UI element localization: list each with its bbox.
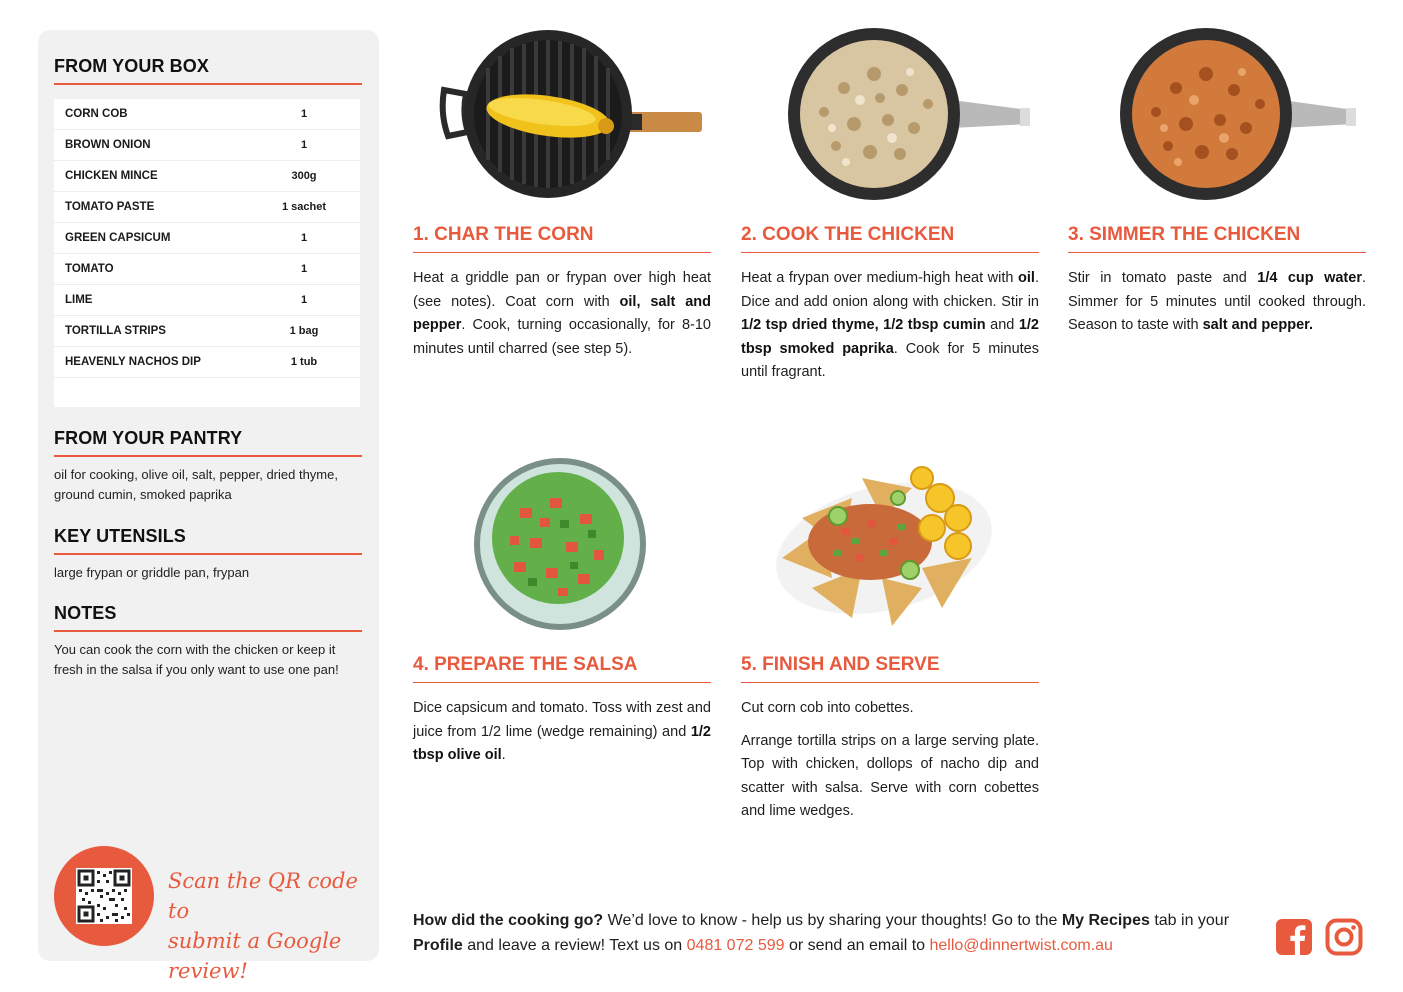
text-segment: Heat a griddle pan or frypan over high heat (see notes). Coat corn with	[413, 270, 711, 310]
ingredients-panel	[38, 30, 379, 983]
step-5-title: 5. FINISH AND SERVE	[741, 654, 1039, 683]
salsa-bowl-image	[470, 458, 650, 630]
from-your-box-heading: FROM YOUR BOX	[54, 56, 362, 85]
notes-heading: NOTES	[54, 603, 362, 632]
text-segment[interactable]: 0481 072 599	[686, 937, 785, 954]
qr-code-badge[interactable]	[54, 846, 154, 946]
notes-text: You can cook the corn with the chicken or keep it fresh in the salsa if you only want to use one pan!	[54, 642, 339, 677]
text-segment: oil	[1018, 270, 1035, 286]
review-footer-text	[413, 908, 1263, 958]
text-segment: and leave a review! Text us on	[462, 937, 687, 954]
facebook-icon[interactable]	[1275, 918, 1313, 956]
step-2-title: 2. COOK THE CHICKEN	[741, 224, 1039, 253]
step-2-body	[741, 267, 1039, 385]
text-segment: Dice capsicum and tomato. Toss with zest and juice from 1/2 lime (wedge remaining) and	[413, 700, 711, 740]
ingredient-quantity: 1	[300, 139, 308, 151]
pantry-text: oil for cooking, olive oil, salt, pepper, dried thyme, ground cumin, smoked paprika	[54, 467, 338, 502]
notes-section	[54, 603, 362, 680]
box-ingredient-row	[54, 316, 360, 347]
ingredient-quantity: 300g	[291, 170, 317, 182]
text-segment: . Simmer for 5 minutes until cooked through. Season to taste with	[1068, 270, 1367, 333]
text-segment: Heat a frypan over medium-high heat with	[741, 270, 1019, 286]
ingredient-quantity: 1 sachet	[281, 201, 327, 213]
box-ingredient-row	[54, 192, 360, 223]
step-1	[413, 224, 711, 361]
step-3-body	[1068, 267, 1366, 338]
box-ingredient-row	[54, 223, 360, 254]
ingredient-name: LIME	[65, 294, 93, 306]
ingredient-name: GREEN CAPSICUM	[65, 232, 171, 244]
text-segment: . Dice and add onion along with chicken. Stir in	[741, 270, 1039, 310]
step-4	[413, 654, 711, 768]
step-1-title: 1. CHAR THE CORN	[413, 224, 711, 253]
text-segment: Cut corn cob into cobettes.	[741, 700, 914, 716]
qr-code[interactable]	[76, 868, 132, 924]
pantry-heading: FROM YOUR PANTRY	[54, 428, 362, 457]
ingredient-quantity: 1	[300, 263, 308, 275]
pantry-section	[54, 428, 362, 505]
step-3	[1068, 224, 1366, 338]
box-ingredients-table	[54, 99, 360, 407]
ingredient-name: CHICKEN MINCE	[65, 170, 158, 182]
chicken-mince-pan-image	[784, 28, 1034, 200]
text-segment: . Cook for 5 minutes until fragrant.	[741, 340, 1039, 380]
ingredient-name: TOMATO	[65, 263, 114, 275]
utensils-section	[54, 526, 362, 583]
box-ingredient-row	[54, 130, 360, 161]
utensils-text: large frypan or griddle pan, frypan	[54, 565, 250, 580]
text-segment: 1/2 tbsp smoked paprika	[741, 317, 1040, 357]
step-5	[741, 654, 1039, 824]
ingredient-name: TORTILLA STRIPS	[65, 325, 166, 337]
text-segment: or send an email to	[784, 937, 930, 954]
from-your-box-section	[54, 56, 362, 407]
ingredient-name: TOMATO PASTE	[65, 201, 155, 213]
qr-review-text	[168, 866, 368, 986]
text-segment[interactable]: hello@dinnertwist.com.au	[929, 937, 1113, 954]
ingredient-quantity: 1	[300, 232, 308, 244]
qr-code-icon	[76, 868, 132, 924]
text-segment: .	[501, 747, 506, 763]
nachos-plate-image	[772, 458, 998, 630]
text-segment: . Cook, turning occasionally, for 8-10 minutes until charred (see step 5).	[413, 317, 711, 357]
utensils-heading: KEY UTENSILS	[54, 526, 362, 555]
simmered-chicken-pan-image	[1114, 28, 1364, 200]
step-3-title: 3. SIMMER THE CHICKEN	[1068, 224, 1366, 253]
qr-text-line2: submit a Google review!	[168, 929, 342, 983]
griddle-pan-corn-image	[438, 28, 704, 200]
ingredient-name: BROWN ONION	[65, 139, 151, 151]
step-4-body	[413, 697, 711, 768]
box-ingredient-row	[54, 99, 360, 130]
text-segment: Profile	[413, 937, 463, 954]
text-segment: 1/2 tsp dried thyme, 1/2 tbsp cumin	[741, 317, 986, 333]
text-segment: tab in your	[1149, 912, 1230, 929]
text-segment: 1/2 tbsp olive oil	[413, 723, 711, 763]
text-segment: How did the cooking go?	[413, 912, 604, 929]
step-4-title: 4. PREPARE THE SALSA	[413, 654, 711, 683]
step-1-body	[413, 267, 711, 361]
text-segment: 1/4 cup water	[1257, 270, 1362, 286]
qr-text-line1: Scan the QR code to	[168, 869, 358, 923]
text-segment: We’d love to know - help us by sharing your thoughts! Go to the	[603, 912, 1062, 929]
instagram-icon[interactable]	[1325, 918, 1363, 956]
ingredient-quantity: 1	[300, 108, 308, 120]
text-segment: My Recipes	[1061, 912, 1150, 929]
text-segment: oil, salt and pepper	[413, 293, 711, 333]
step-2	[741, 224, 1039, 385]
box-ingredient-row	[54, 254, 360, 285]
ingredient-quantity: 1 tub	[290, 356, 318, 368]
box-ingredient-row	[54, 347, 360, 378]
ingredient-quantity: 1 bag	[289, 325, 319, 337]
text-segment: salt and pepper.	[1202, 317, 1314, 333]
ingredient-quantity: 1	[300, 294, 308, 306]
text-segment: Arrange tortilla strips on a large serving plate. Top with chicken, dollops of nacho dip and scatter with salsa. Serve with corn cobettes and lime wedges.	[741, 732, 1039, 819]
ingredient-name: HEAVENLY NACHOS DIP	[65, 356, 201, 368]
box-ingredient-row	[54, 285, 360, 316]
text-segment: Stir in tomato paste and	[1068, 270, 1258, 286]
step-5-body	[741, 697, 1039, 824]
text-segment: and	[985, 317, 1019, 333]
ingredient-name: CORN COB	[65, 108, 128, 120]
box-ingredient-row	[54, 161, 360, 192]
